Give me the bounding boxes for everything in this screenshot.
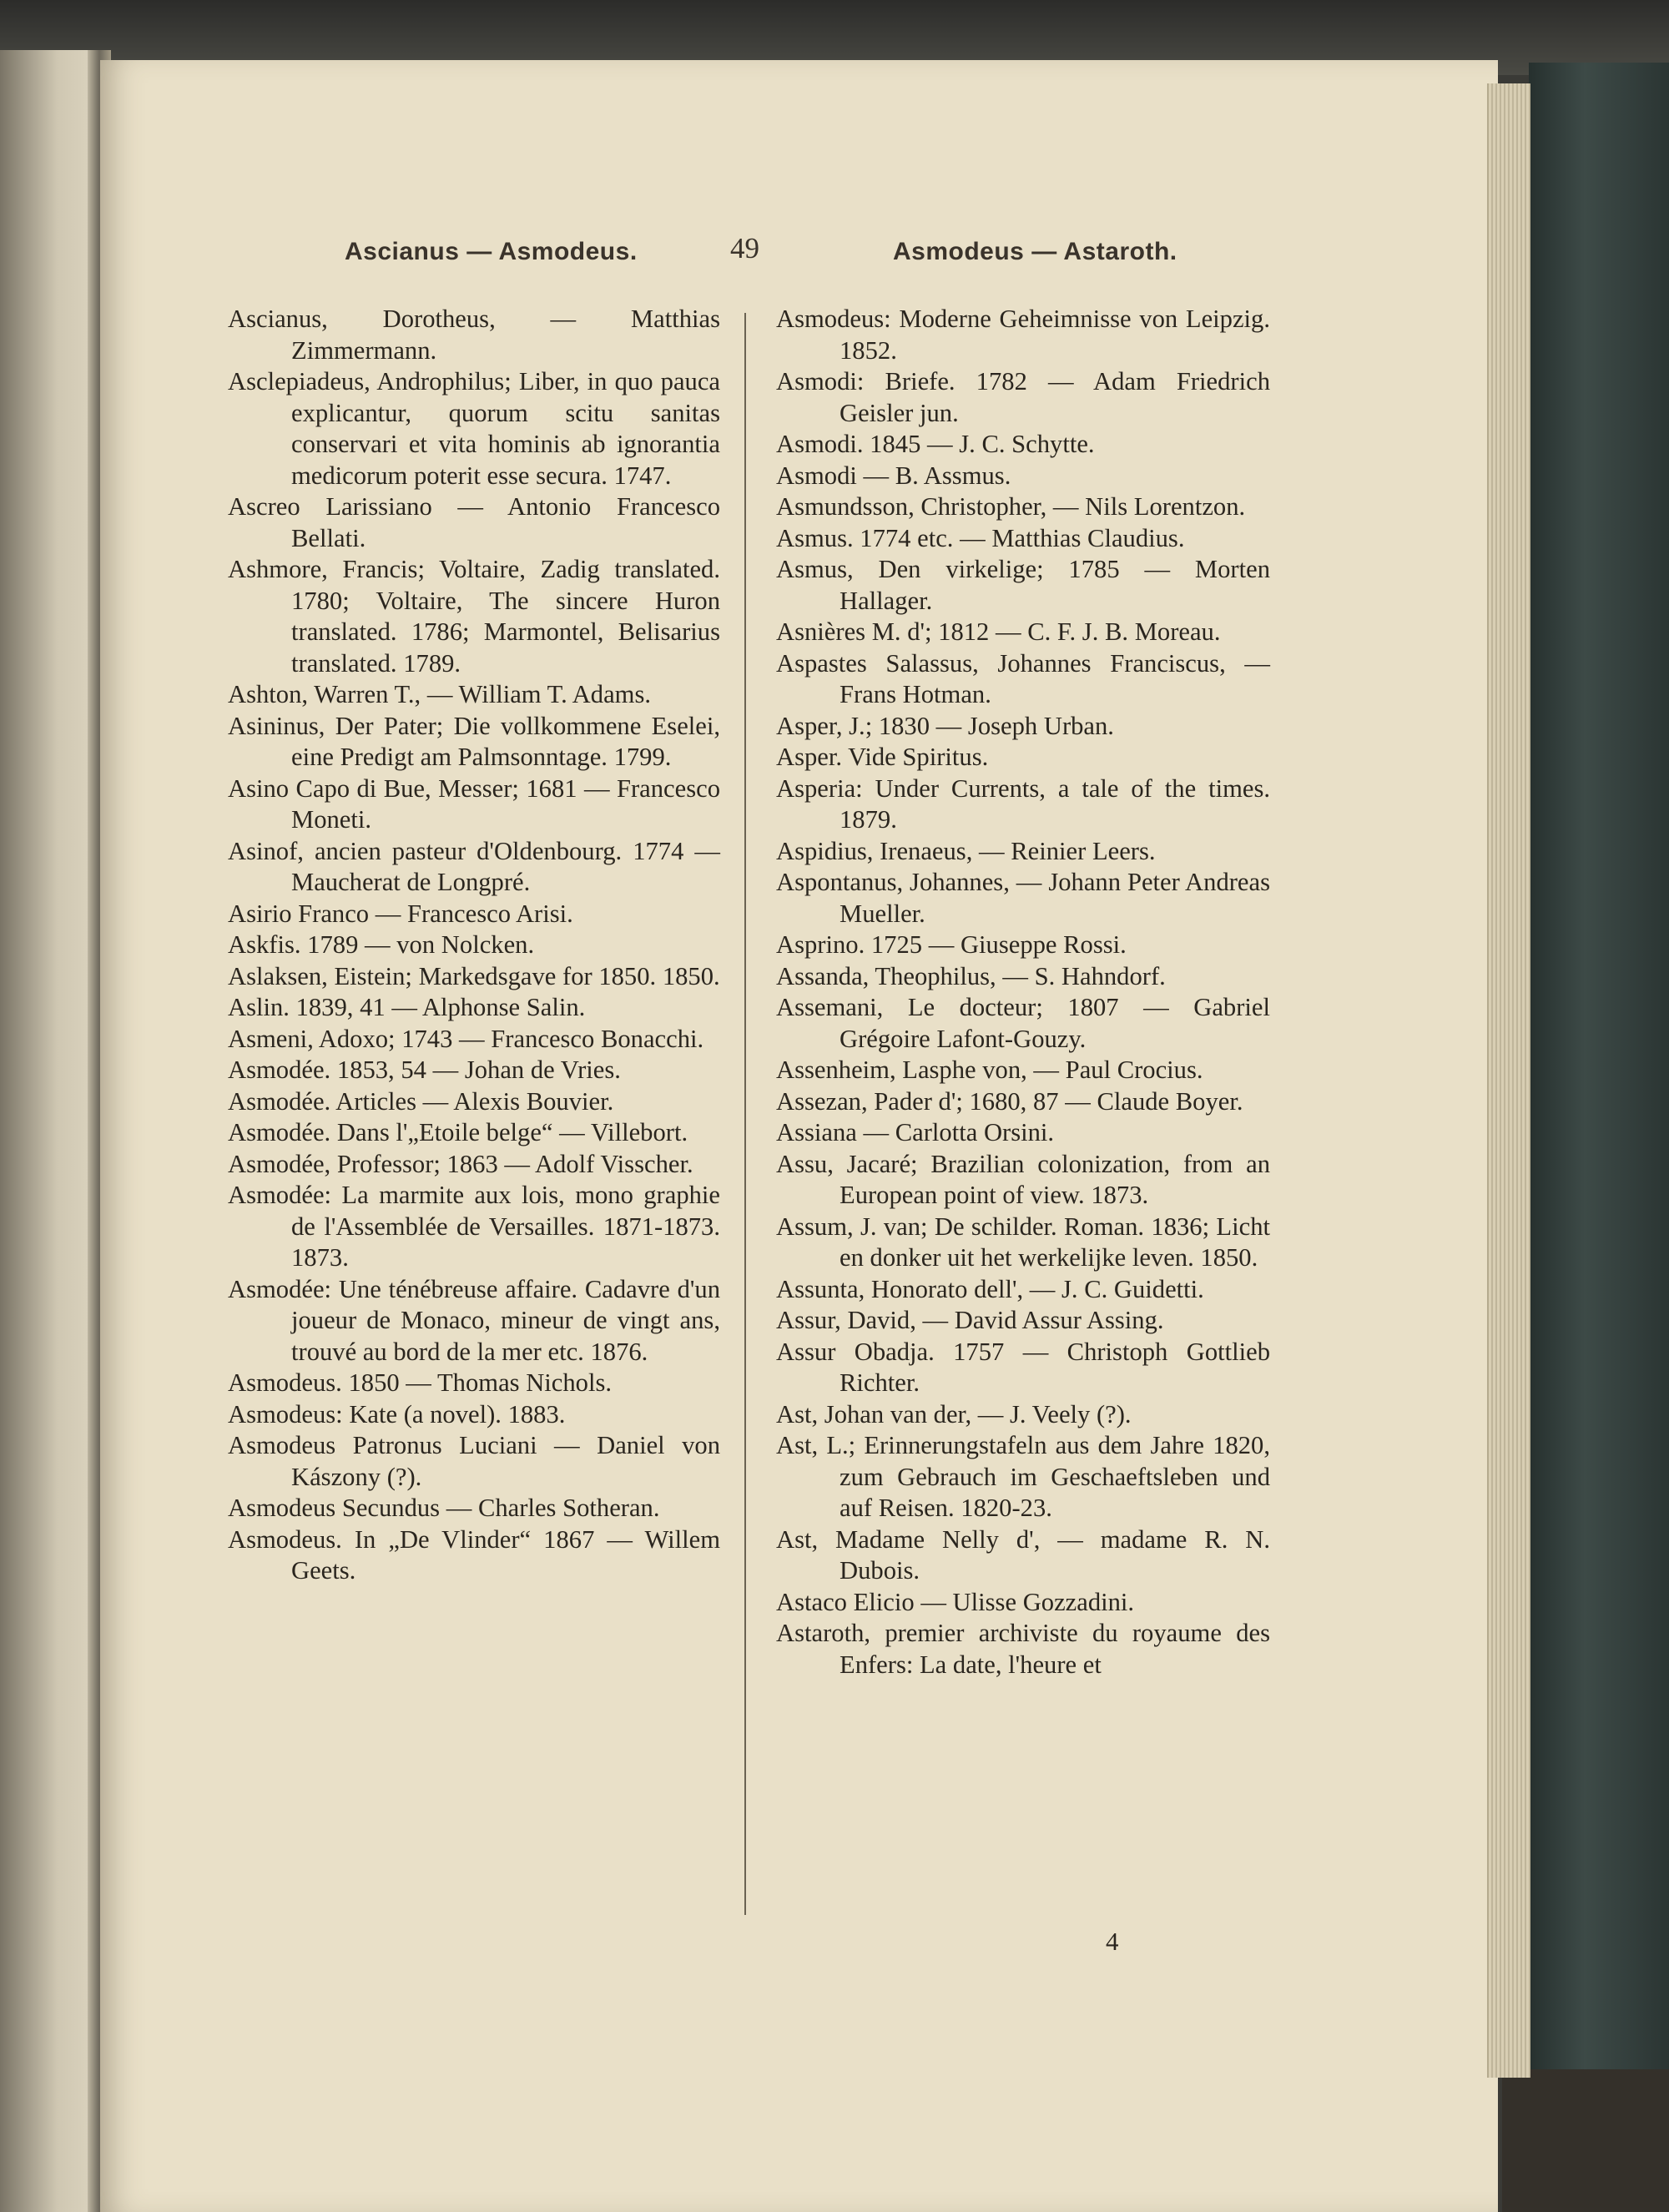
index-entry: Asmodée: La marmite aux lois, mono graphie de l'Assemblée de Versailles. 1871-1873. 1873.: [228, 1181, 720, 1272]
index-entry: Asmodeus Secundus — Charles Sotheran.: [228, 1494, 660, 1522]
index-entry: Asnières M. d'; 1812 — C. F. J. B. Moreau.: [776, 617, 1221, 646]
index-entry: Asmodi. 1845 — J. C. Schytte.: [776, 430, 1095, 458]
index-entry: Ascianus, Dorotheus, — Matthias Zimmermann.: [228, 305, 720, 365]
index-entry: Ast, L.; Erinnerungstafeln aus dem Jahre 1820, zum Gebrauch im Geschaeftsleben und auf Reisen. 1820-23.: [776, 1431, 1270, 1522]
column-divider: [744, 313, 746, 1915]
index-entry: Asino Capo di Bue, Messer; 1681 — Francesco Moneti.: [228, 773, 720, 834]
index-entry: Aspontanus, Johannes, — Johann Peter Andreas Mueller.: [776, 868, 1270, 928]
right-column: [776, 304, 1270, 1680]
index-entry: Asper, J.; 1830 — Joseph Urban.: [776, 711, 1114, 740]
index-entry: Asclepiadeus, Androphilus; Liber, in quo pauca explicantur, quorum scitu sanitas conservari et vita hominis ab ignorantia medicorum poterit esse secura. 1747.: [228, 367, 720, 490]
index-entry: Asmodeus Patronus Luciani — Daniel von Kászony (?).: [228, 1431, 720, 1491]
index-entry: Askfis. 1789 — von Nolcken.: [228, 930, 535, 959]
index-entry: Asmodi: Briefe. 1782 — Adam Friedrich Geisler jun.: [776, 367, 1270, 427]
book-cover-edge: [1529, 63, 1669, 2212]
running-header-left: Ascianus — Asmodeus.: [345, 238, 638, 265]
index-entry: Aslin. 1839, 41 — Alphonse Salin.: [228, 993, 586, 1021]
index-entry: Assezan, Pader d'; 1680, 87 — Claude Boyer.: [776, 1086, 1243, 1116]
left-column: [228, 304, 720, 1587]
index-entry: Asmundsson, Christopher, — Nils Lorentzon.: [776, 492, 1246, 521]
running-header-right: Asmodeus — Astaroth.: [893, 238, 1177, 265]
index-entry: Asmodée. Articles — Alexis Bouvier.: [228, 1086, 614, 1116]
index-entry: Assenheim, Lasphe von, — Paul Crocius.: [776, 1056, 1203, 1084]
index-entry: Assu, Jacaré; Brazilian colonization, from an European point of view. 1873.: [776, 1149, 1270, 1209]
page-block-edge: [1487, 83, 1530, 2078]
index-entry: Asirio Franco — Francesco Arisi.: [228, 899, 573, 928]
index-entry: Ashton, Warren T., — William T. Adams.: [228, 680, 652, 708]
index-entry: Astaroth, premier archiviste du royaume des Enfers: La date, l'heure et: [776, 1619, 1270, 1679]
index-entry: Asprino. 1725 — Giuseppe Rossi.: [776, 930, 1127, 959]
index-entry: Aspidius, Irenaeus, — Reinier Leers.: [776, 836, 1156, 865]
index-entry: Asmodée. Dans l'„Etoile belge“ — Villebort.: [228, 1118, 688, 1146]
index-entry: Asmodeus: Moderne Geheimnisse von Leipzig. 1852.: [776, 305, 1270, 365]
index-entry: Assur Obadja. 1757 — Christoph Gottlieb Richter.: [776, 1337, 1270, 1397]
index-entry: Asmodi — B. Assmus.: [776, 461, 1011, 490]
index-entry: Ashmore, Francis; Voltaire, Zadig translated. 1780; Voltaire, The sincere Huron translated. 1786; Marmontel, Belisarius translated. 1789.: [228, 555, 720, 678]
index-entry: Asmodée: Une ténébreuse affaire. Cadavre d'un joueur de Monaco, mineur de vingt ans, trouvé au bord de la mer etc. 1876.: [228, 1274, 720, 1366]
index-entry: Asmeni, Adoxo; 1743 — Francesco Bonacchi.: [228, 1024, 704, 1053]
index-entry: Asmodeus: Kate (a novel). 1883.: [228, 1399, 566, 1428]
index-entry: Aspastes Salassus, Johannes Franciscus, — Frans Hotman.: [776, 648, 1270, 708]
index-entry: Asper. Vide Spiritus.: [776, 743, 989, 771]
index-entry: Ast, Madame Nelly d', — madame R. N. Dubois.: [776, 1524, 1270, 1585]
index-entry: Astaco Elicio — Ulisse Gozzadini.: [776, 1587, 1135, 1616]
index-entry: Asmodeus. In „De Vlinder“ 1867 — Willem Geets.: [228, 1524, 720, 1585]
index-entry: Asmodée. 1853, 54 — Johan de Vries.: [228, 1056, 621, 1084]
book-cover-bottom: [1502, 2069, 1669, 2212]
page-number: 49: [730, 232, 759, 265]
index-entry: Asininus, Der Pater; Die vollkommene Eselei, eine Predigt am Palmsonntage. 1799.: [228, 711, 720, 771]
index-entry: Assur, David, — David Assur Assing.: [776, 1306, 1164, 1334]
index-entry: Asperia: Under Currents, a tale of the times. 1879.: [776, 773, 1270, 834]
index-entry: Asinof, ancien pasteur d'Oldenbourg. 1774 — Maucherat de Longpré.: [228, 836, 720, 896]
index-entry: Asmus, Den virkelige; 1785 — Morten Hallager.: [776, 555, 1270, 615]
index-entry: Assanda, Theophilus, — S. Hahndorf.: [776, 961, 1166, 990]
index-entry: Assemani, Le docteur; 1807 — Gabriel Grégoire Lafont-Gouzy.: [776, 993, 1270, 1053]
index-entry: Ast, Johan van der, — J. Veely (?).: [776, 1399, 1132, 1428]
index-entry: Assum, J. van; De schilder. Roman. 1836; Licht en donker uit het werkelijke leven. 1850.: [776, 1212, 1270, 1272]
index-entry: Aslaksen, Eistein; Markedsgave for 1850. 1850.: [228, 961, 720, 990]
index-entry: Asmodeus. 1850 — Thomas Nichols.: [228, 1368, 613, 1397]
index-entry: Asmodée, Professor; 1863 — Adolf Visscher.: [228, 1149, 693, 1178]
index-entry: Assunta, Honorato dell', — J. C. Guidetti.: [776, 1274, 1204, 1303]
signature-mark: 4: [1106, 1927, 1119, 1956]
index-entry: Ascreo Larissiano — Antonio Francesco Bellati.: [228, 492, 720, 552]
index-entry: Assiana — Carlotta Orsini.: [776, 1118, 1055, 1146]
index-entry: Asmus. 1774 etc. — Matthias Claudius.: [776, 523, 1185, 552]
